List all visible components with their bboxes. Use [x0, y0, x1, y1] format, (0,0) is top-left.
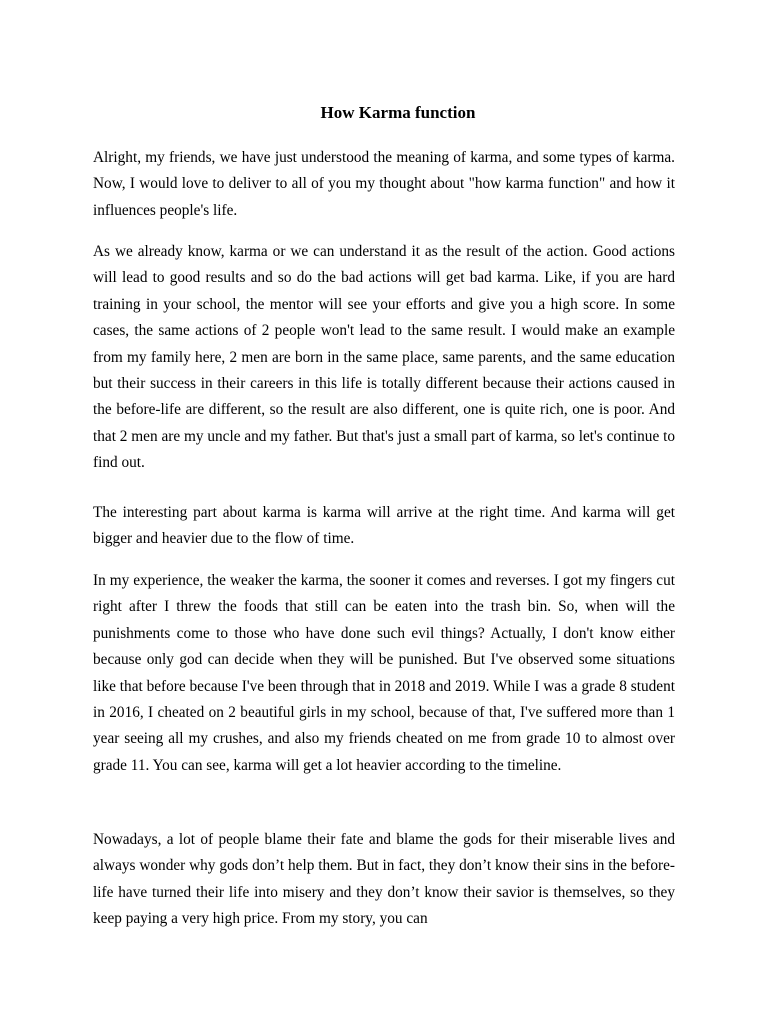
paragraph-experience: In my experience, the weaker the karma, the sooner it comes and reverses. I got my fingers cut right after I threw the foods that still can be eaten into the trash bin. So, when will the punishments come to those who have done such evil things? Actually, I don't know either because only god can decide when they will be punished. But I've observed some situations like that before because I've been through that in 2018 and 2019. While I was a grade 8 student in 2016, I cheated on 2 beautiful girls in my school, because of that, I've suffered more than 1 year seeing all my crushes, and also my friends cheated on me from grade 10 to almost over grade 11. You can see, karma will get a lot heavier according to the timeline. [93, 572, 675, 774]
paragraph-right-time: The interesting part about karma is karma will arrive at the right time. And karma will get bigger and heavier due to the flow of time. [93, 504, 675, 548]
paragraph-karma-result: As we already know, karma or we can understand it as the result of the action. Good actions will lead to good results and so do the bad actions will get bad karma. Like, if you are hard training in your school, the mentor will see your efforts and give you a high score. In some cases, the same actions of 2 people won't lead to the same result. I would make an example from my family here, 2 men are born in the same place, same parents, and the same education but their success in their careers in this life is totally different because their actions caused in the before-life are different, so the result are also different, one is quite rich, one is poor. And that 2 men are my uncle and my father. But that's just a small part of karma, so let's continue to find out. [93, 243, 675, 472]
paragraph-nowadays: Nowadays, a lot of people blame their fate and blame the gods for their miserable lives and always wonder why gods don’t help them. But in fact, they don’t know their sins in the before-life have turned their life into misery and they don’t know their savior is themselves, so they keep paying a very high price. From my story, you can [93, 831, 675, 928]
paragraph-intro: Alright, my friends, we have just understood the meaning of karma, and some types of karma. Now, I would love to deliver to all of you my thought about "how karma function" and how it influences people's life. [93, 149, 675, 219]
document-title: How Karma function [320, 103, 476, 122]
